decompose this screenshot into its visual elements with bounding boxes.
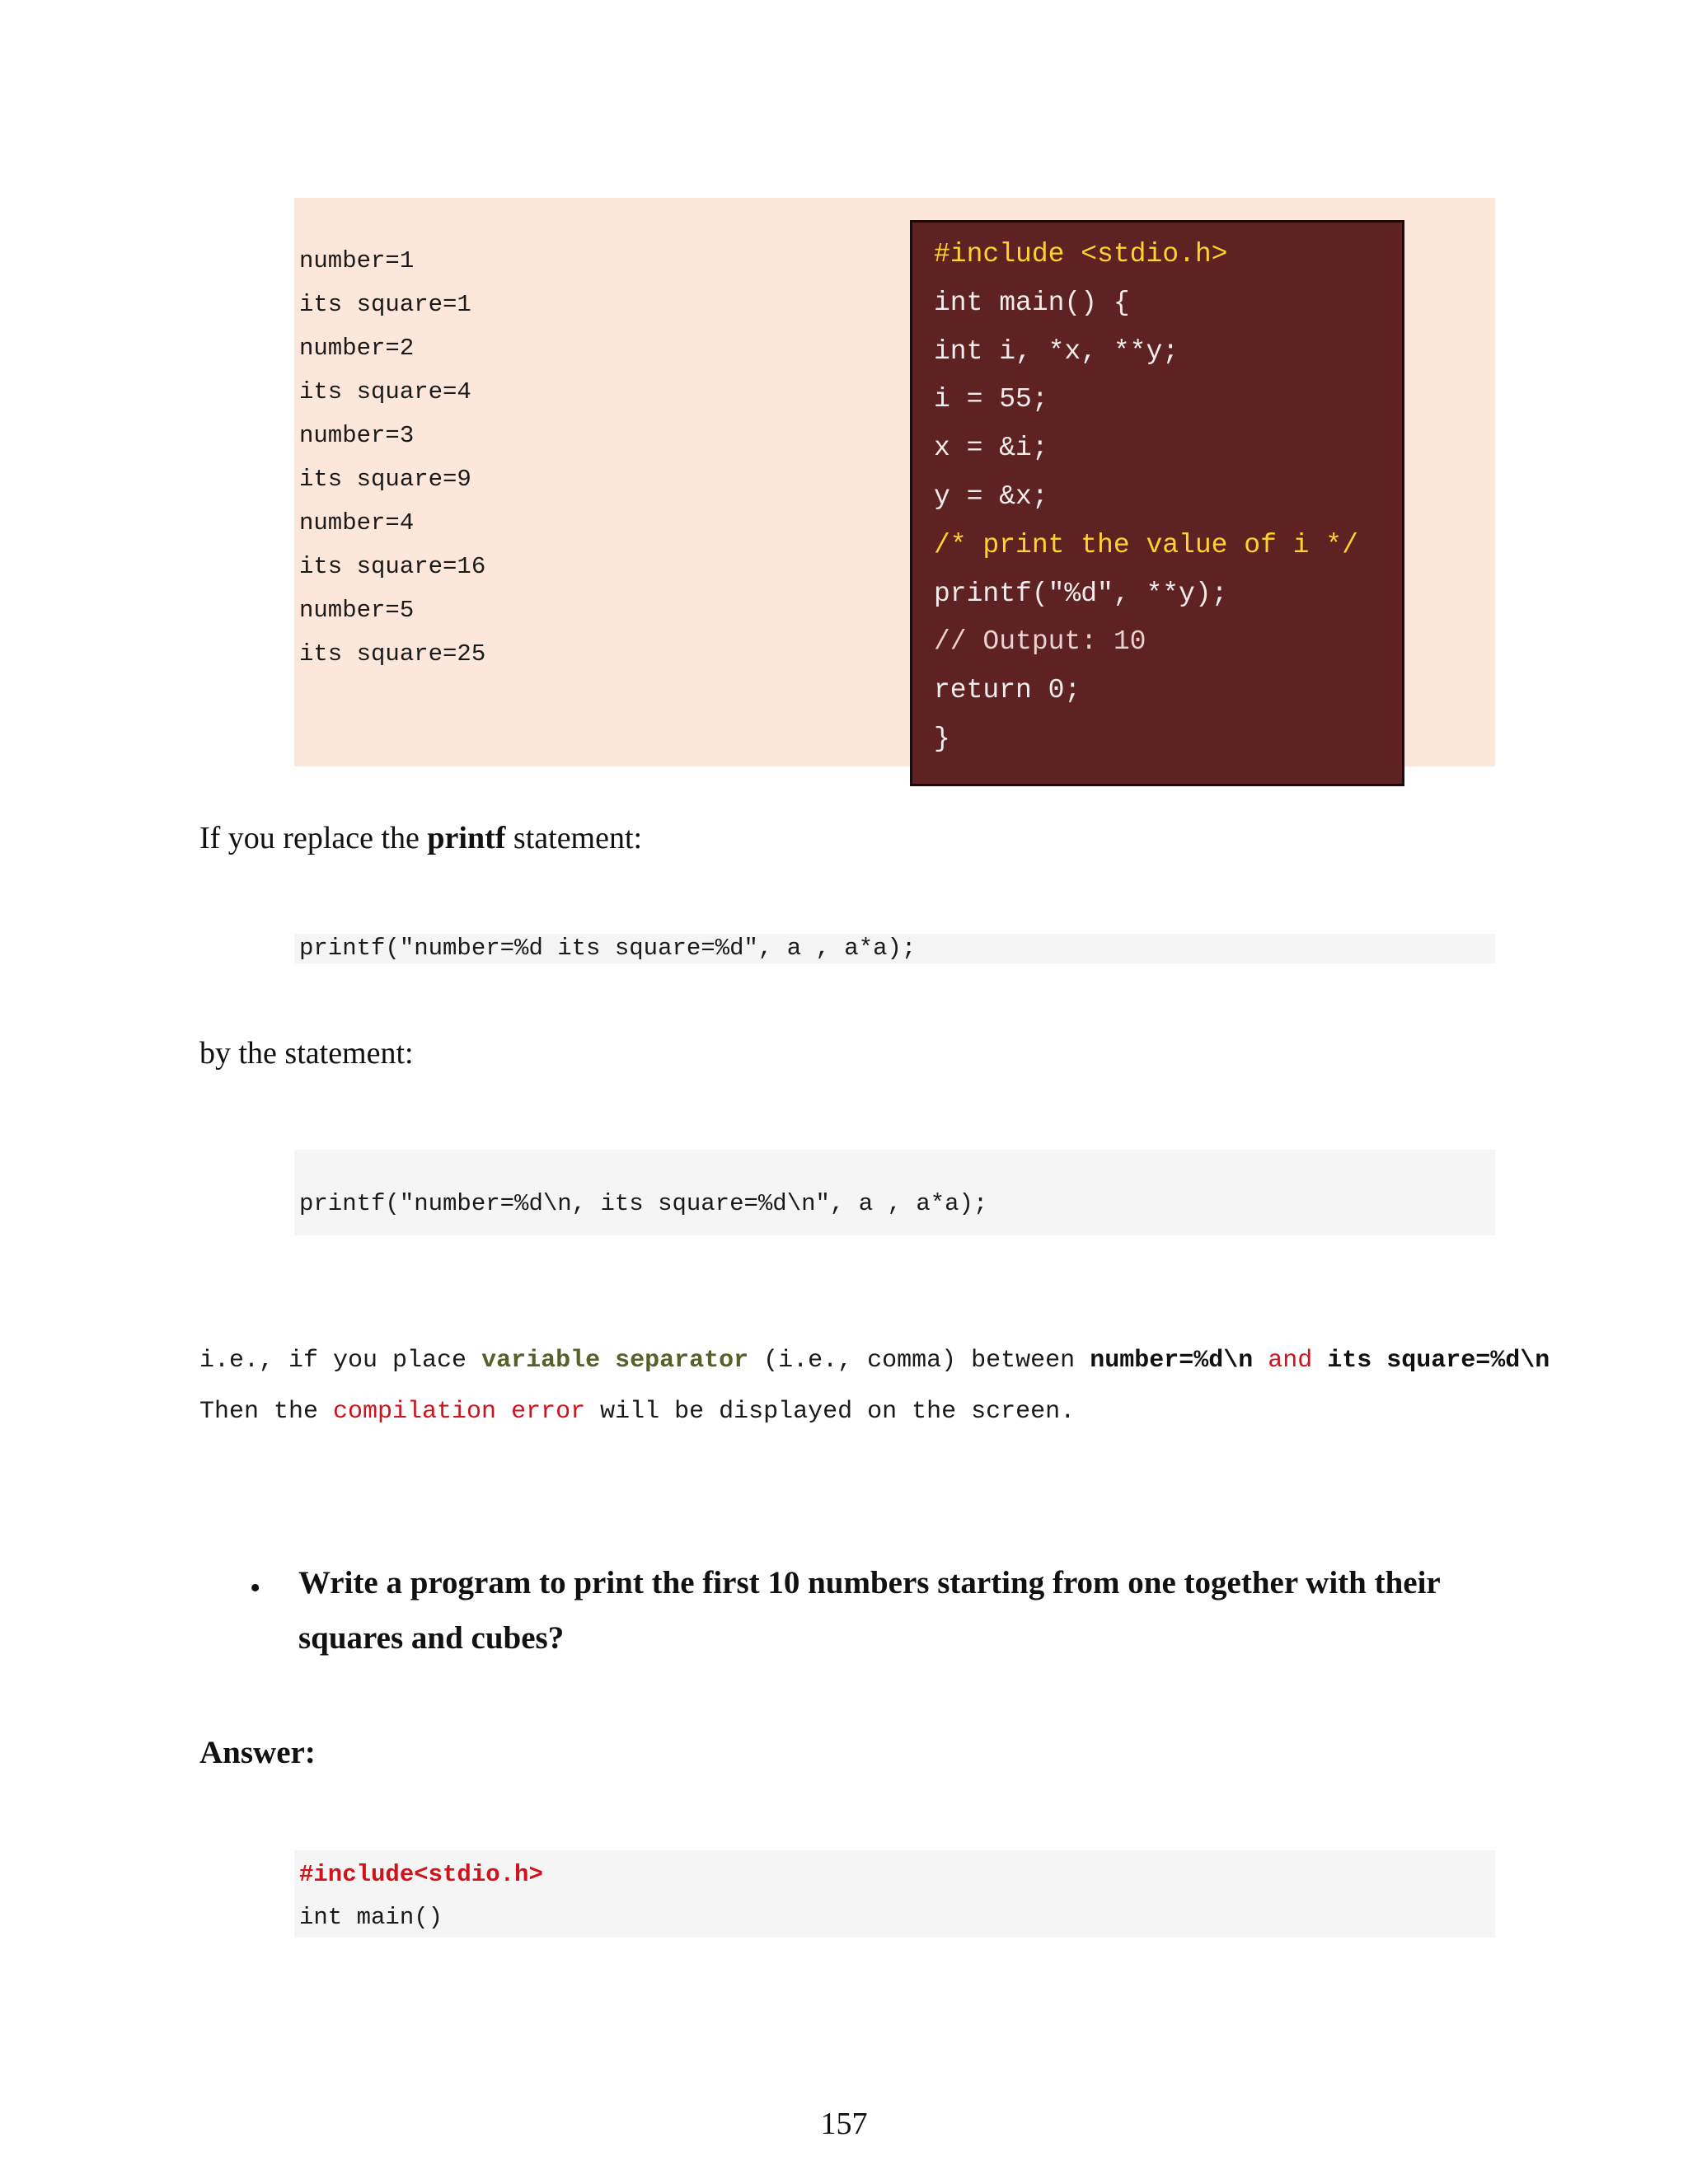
- code-line: int i, *x, **y;: [934, 335, 1179, 367]
- output-lines: [299, 239, 485, 676]
- pointer-code-box: [910, 220, 1404, 786]
- code-line: i = 55;: [934, 384, 1048, 415]
- note-text: (i.e., comma) between: [748, 1347, 1090, 1375]
- code-line: x = &i;: [934, 433, 1048, 464]
- output-line: number=2: [299, 335, 415, 362]
- code-line: y = &x;: [934, 480, 1048, 512]
- code-main-line: int main(): [299, 1904, 443, 1931]
- bullet-icon: •: [250, 1571, 261, 1605]
- code-line: int main() {: [934, 287, 1130, 318]
- page-number: 157: [820, 2107, 868, 2141]
- highlight-square-format: its square=%d\n: [1327, 1347, 1550, 1375]
- question-line-1: Write a program to print the first 10 numbers starting from one together with their: [298, 1565, 1441, 1601]
- note-text: will be displayed on the screen.: [585, 1398, 1076, 1426]
- highlight-compilation-error: compilation error: [333, 1398, 586, 1426]
- note-line-1: [199, 1347, 1550, 1375]
- para-text: If you replace the: [199, 821, 428, 855]
- code-comment: // Output: 10: [934, 626, 1146, 658]
- by-statement-paragraph: by the statement:: [199, 1036, 414, 1071]
- code-line: }: [934, 723, 950, 754]
- code-line: #include <stdio.h>: [934, 239, 1228, 269]
- output-line: its square=9: [299, 466, 471, 493]
- output-line: its square=4: [299, 378, 471, 405]
- code-line: printf("%d", **y);: [934, 578, 1228, 609]
- output-line: its square=25: [299, 640, 486, 668]
- output-line: number=4: [299, 509, 415, 537]
- pointer-code-lines: [934, 231, 1358, 764]
- highlight-variable-separator: variable separator: [481, 1347, 749, 1375]
- code-text: printf("number=%d\n, its square=%d\n", a , a*a);: [299, 1190, 988, 1217]
- code-line: return 0;: [934, 675, 1081, 706]
- code-snippet-replacement: [294, 1150, 1495, 1235]
- para-text: statement:: [505, 821, 643, 855]
- code-comment: /* print the value of i */: [934, 529, 1358, 560]
- note-line-2: [199, 1398, 1075, 1426]
- question-line-2: squares and cubes?: [298, 1620, 565, 1656]
- code-include-line: #include<stdio.h>: [299, 1861, 543, 1888]
- output-line: number=3: [299, 422, 415, 449]
- replace-printf-paragraph: [199, 818, 642, 858]
- output-line: number=5: [299, 597, 415, 624]
- highlight-number-format: number=%d\n: [1090, 1347, 1254, 1375]
- highlight-and: and: [1253, 1347, 1328, 1375]
- code-text: printf("number=%d its square=%d", a , a*a);: [299, 935, 917, 962]
- output-line: its square=1: [299, 291, 471, 318]
- output-line: number=1: [299, 247, 415, 274]
- output-line: its square=16: [299, 553, 486, 580]
- para-bold-printf: printf: [427, 821, 506, 855]
- note-text: i.e., if you place: [199, 1347, 482, 1375]
- note-text: Then the: [199, 1398, 334, 1426]
- answer-code-block: [294, 1850, 1495, 1938]
- code-snippet-original: [294, 934, 1495, 963]
- answer-label: Answer:: [199, 1735, 316, 1770]
